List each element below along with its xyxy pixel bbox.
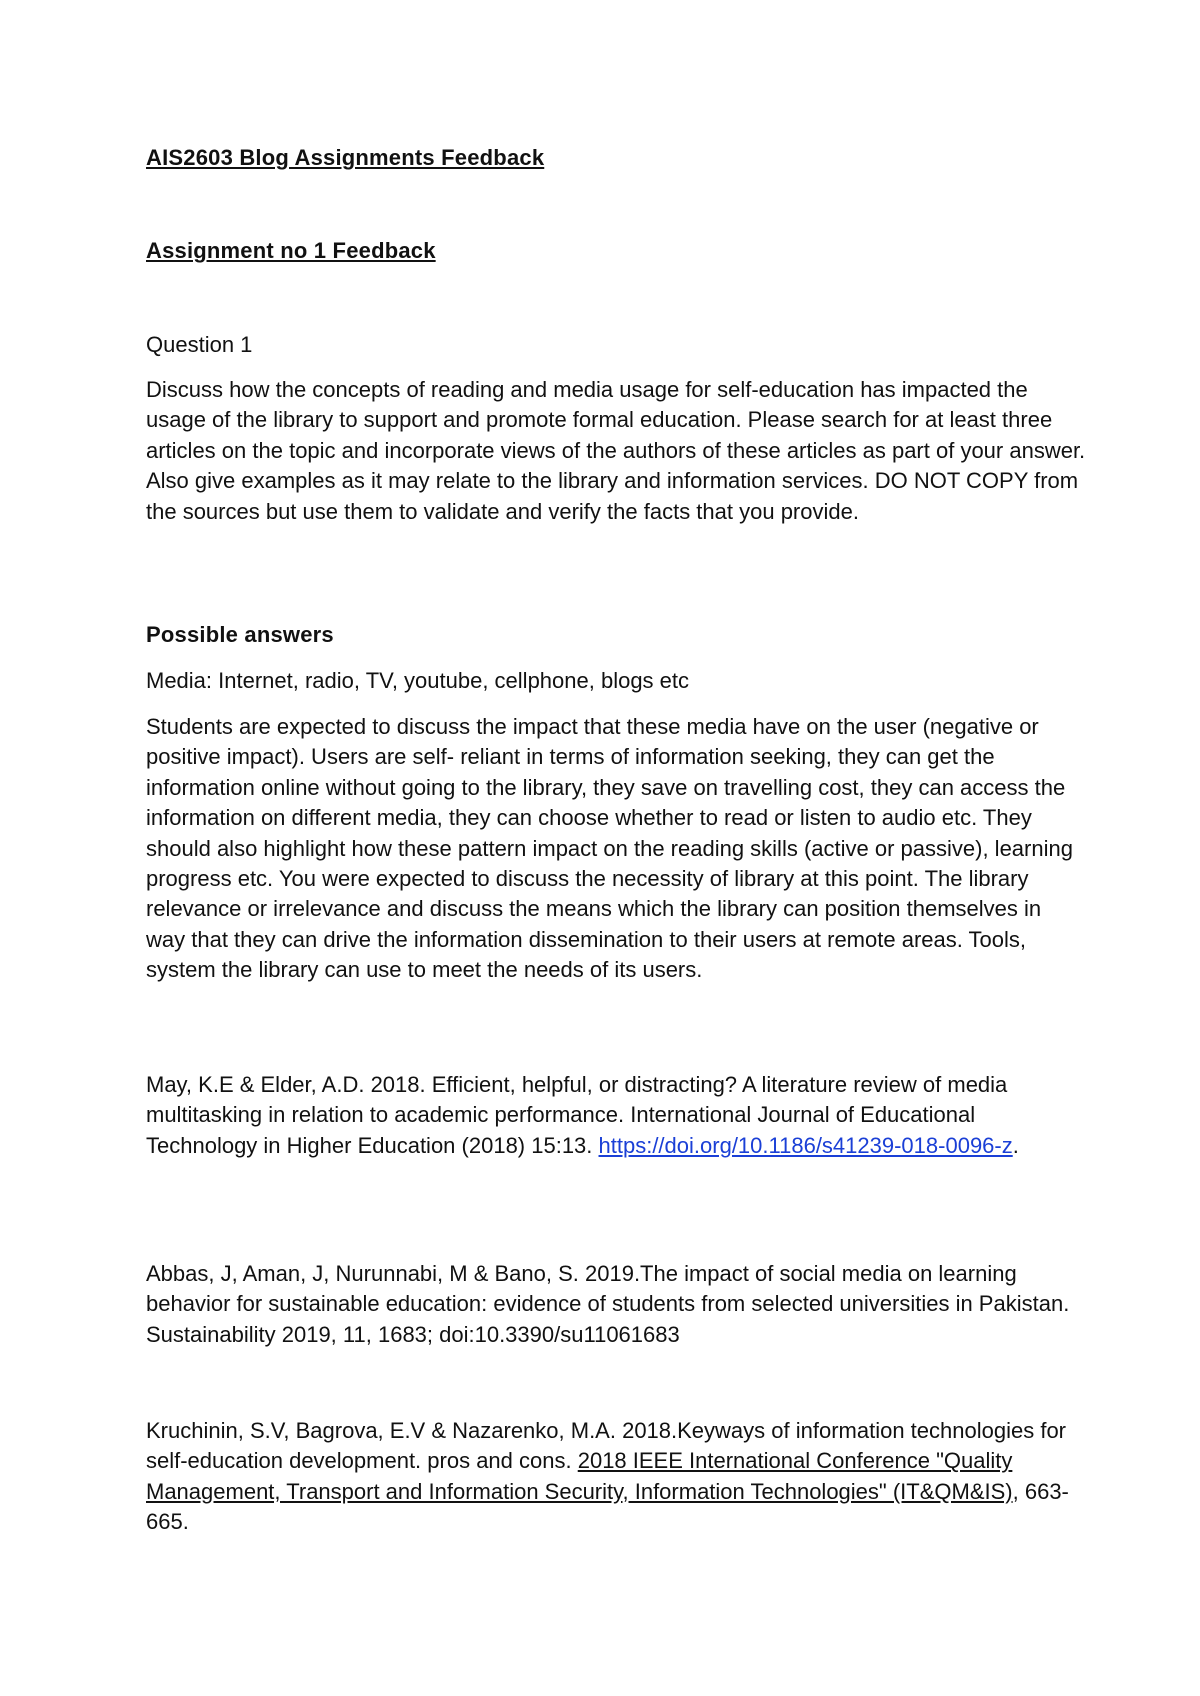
reference-text: May, K.E & Elder, A.D. 2018. Efficient, helpful, or distracting? A literature review of media multitasking in relation to academic performance. International Journal of Educational Technology in Higher Education (2018) 15:13.: [146, 1072, 1008, 1158]
question-label: Question 1: [146, 332, 253, 357]
reference-abbas-et-al: Abbas, J, Aman, J, Nurunnabi, M & Bano, S. 2019.The impact of social media on learning behavior for sustainable education: evidence of students from selected universities in Pakistan. Sustainability 2019, 11, 1683; doi:10.3390/su11061683: [146, 1261, 1070, 1347]
reference-punctuation: .: [1012, 1132, 1019, 1158]
reference-kruchinin-et-al: [146, 1416, 1086, 1538]
possible-answers-heading: Possible answers: [146, 622, 334, 647]
possible-answers-text: Students are expected to discuss the impact that these media have on the user (negative or positive impact). Users are self- reliant in terms of information seeking, they can get the information online without going to the library, they save on travelling cost, they can access the information on different media, they can choose whether to read or listen to audio etc. They should also highlight how these pattern impact on the reading skills (active or passive), learning progress etc. You were expected to discuss the necessity of library at this point. The library relevance or irrelevance and discuss the means which the library can position themselves in way that they can drive the information dissemination to their users at remote areas. Tools, system the library can use to meet the needs of its users.: [146, 714, 1073, 983]
conference-title: 2018 IEEE International Conference "Quality Management, Transport and Information Security, Information Technologies" (IT&QM&IS): [146, 1448, 1013, 1504]
reference-text: Kruchinin, S.V, Bagrova, E.V & Nazarenko, M.A. 2018.Keyways of information technologies for self-education development. pros and cons.: [146, 1418, 1067, 1474]
reference-may-elder: [146, 1070, 1086, 1161]
doi-link[interactable]: https://doi.org/10.1186/s41239-018-0096-z: [598, 1132, 1013, 1158]
media-list: Media: Internet, radio, TV, youtube, cellphone, blogs etc: [146, 668, 690, 693]
reference-pages: , 663-665.: [146, 1478, 1069, 1535]
section-title: Assignment no 1 Feedback: [146, 238, 436, 263]
document-title: AIS2603 Blog Assignments Feedback: [146, 145, 545, 170]
question-text: Discuss how the concepts of reading and media usage for self-education has impacted the usage of the library to support and promote formal education. Please search for at least three articles on the topic and incorporate views of the authors of these articles as part of your answer. Also give examples as it may relate to the library and information services. DO NOT COPY from the sources but use them to validate and verify the facts that you provide.: [146, 377, 1086, 524]
